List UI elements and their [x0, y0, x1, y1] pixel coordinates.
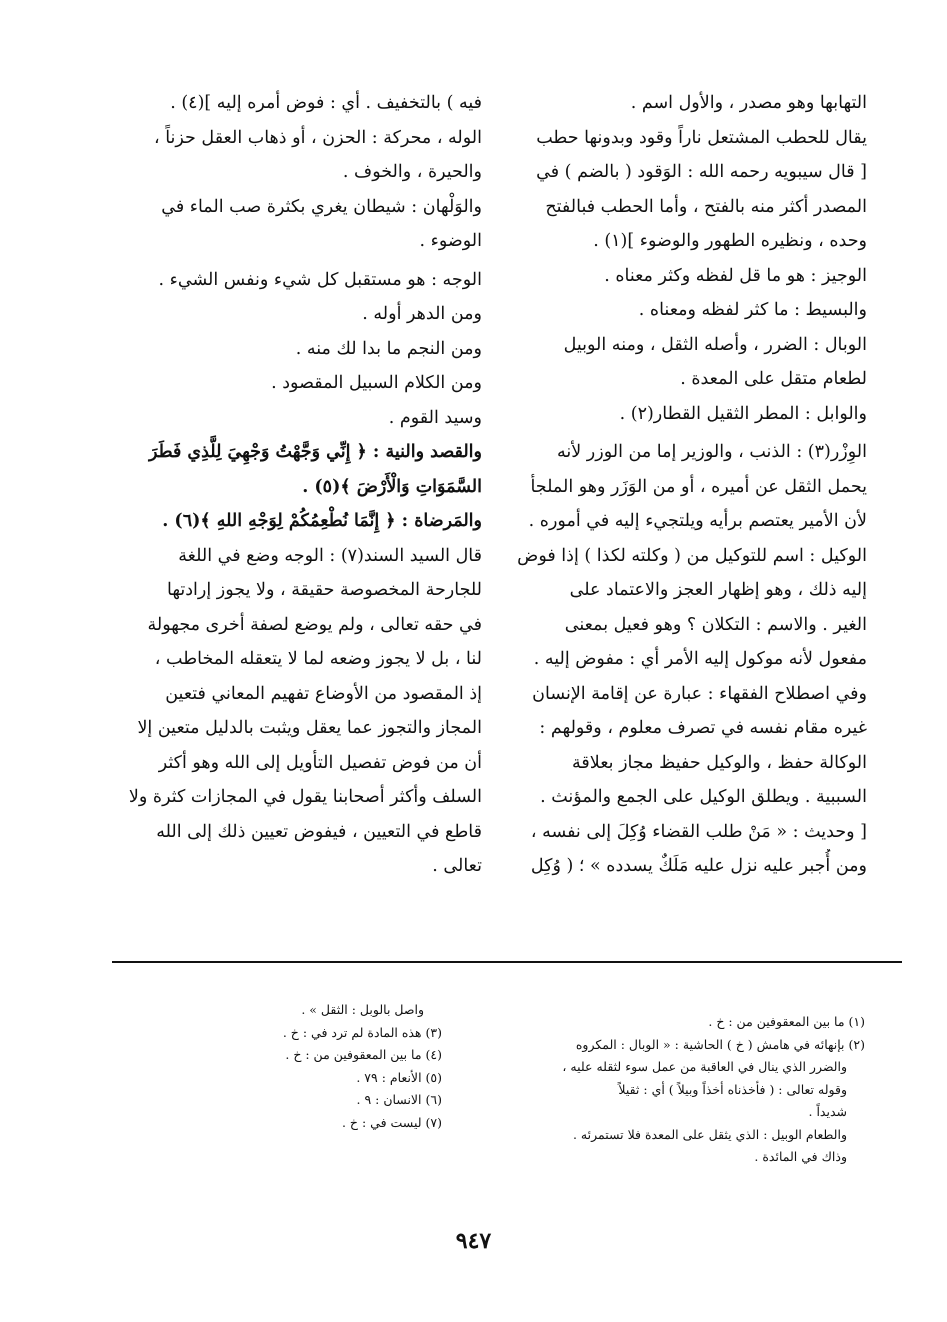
text-line: والوابل : المطر الثقيل القطار(٢) . [619, 403, 867, 424]
text-line: التهابها وهو مصدر ، والأول اسم . [630, 93, 867, 113]
text-line: يقال للحطب المشتعل ناراً وقود وبدونها حطب [536, 127, 867, 148]
right-text-column [477, 86, 867, 884]
text-line: المصدر أكثر منه بالفتح ، وأما الحطب فبالفتح [545, 196, 867, 217]
footnote-line: شديداً . [808, 1104, 847, 1119]
footnotes-left [182, 999, 442, 1134]
quran-verse-line: والمَرضاة : ﴿ إِنَّمَا نُطْعِمُكُمْ لِوَجْهِ اللهِ ﴾(٦) . [162, 511, 482, 531]
text-line: [ قال سيبويه رحمه الله : الوَقود ( بالضم ) في [536, 162, 867, 182]
text-line: الوضوء . [419, 231, 482, 251]
footnote-line: (١) ما بين المعقوفين من : خ . [708, 1014, 865, 1029]
text-line: فيه ) بالتخفيف . أي : فوض أمره إليه ](٤) . [170, 93, 482, 113]
text-line: في حقه تعالى ، ولم يوضع لصفة أخرى مجهولة [147, 614, 482, 635]
text-line: الوكيل : اسم للتوكيل من ( وكلته لكذا ) إذا فوض [517, 545, 867, 566]
footnote-line: والضرر الذي ينال في العاقبة من عمل سوء لثقله عليه ، [562, 1059, 847, 1074]
page-number: ٩٤٧ [455, 1228, 492, 1254]
text-line: الوجه : هو مستقبل كل شيء ونفس الشيء . [158, 269, 482, 290]
left-text-column [110, 86, 482, 884]
text-line: لأن الأمير يعتصم برأيه ويلتجيء إليه في أموره . [528, 511, 867, 531]
text-line: مفعول لأنه موكول إليه الأمر أي : مفوض إليه . [533, 649, 867, 669]
footnotes-right [460, 1011, 865, 1169]
text-line: إليه ذلك ، وهو إظهار العجز والاعتماد على [569, 580, 867, 600]
text-line: الوكالة حفظ ، والوكيل حفيظ مجاز بعلاقة [572, 752, 867, 773]
text-line: الوِزْر(٣) : الذنب ، والوزير إما من الوزر لأنه [557, 442, 867, 462]
quran-verse-line: السَّمَوَاتِ وَالْأَرْضَ ﴾(٥) . [302, 476, 482, 497]
text-line: وفي اصطلاح الفقهاء : عبارة عن إقامة الإنسان [532, 683, 867, 704]
quran-verse-line: والقصد والنية : ﴿ إِنِّي وَجَّهْتُ وَجْهِيَ لِلَّذِي فَطَرَ [148, 442, 482, 462]
footnote-separator [112, 961, 902, 963]
text-line: الغير . والاسم : التكلان ؟ وهو فعيل بمعنى [564, 614, 867, 635]
footnote-line: (٣) هذه المادة لم ترد في : خ . [282, 1024, 442, 1040]
text-line: تعالى . [432, 856, 482, 876]
text-line: غيره مقام نفسه في تصرف معلوم ، وقولهم : [539, 718, 867, 738]
text-line: ومن الدهر أوله . [362, 304, 482, 324]
text-line: للجارحة المخصوصة حقيقة ، ولا يجوز إرادتها [166, 580, 482, 600]
text-line: ومن أُجبر عليه نزل عليه مَلَكٌ يسدده » ؛ ( وُكِل [530, 856, 867, 876]
text-line: والحيرة ، والخوف . [342, 162, 482, 182]
text-line: لطعام متقل على المعدة . [680, 369, 867, 389]
text-line: قاطع في التعيين ، فيفوض تعيين ذلك إلى الله [156, 821, 482, 842]
text-line: والوَلْهان : شيطان يغري بكثرة صب الماء في [161, 196, 482, 217]
text-line: ومن النجم ما بدا لك منه . [295, 338, 482, 359]
text-line: أن من فوض تفصيل التأويل إلى الله وهو أكثر [158, 752, 482, 773]
text-line: وسيد القوم . [388, 407, 482, 428]
text-line: لنا ، بل لا يجوز وضعه لما لا يتعقله المخاطب ، [154, 649, 482, 669]
text-line: الوله ، محركة : الحزن ، أو ذهاب العقل حزناً ، [153, 127, 482, 148]
footnote-line: والطعام الوبيل : الذي يثقل على المعدة فلا تستمرئه . [572, 1126, 847, 1142]
footnote-line: وذاك في المائدة . [754, 1149, 847, 1164]
text-line: إذ المقصود من الأوضاع تفهيم المعاني فتعين [165, 683, 482, 704]
text-line: قال السيد السند(٧) : الوجه وضع في اللغة [178, 545, 482, 566]
text-line: الوجيز : هو ما قل لفظه وكثر معناه . [604, 265, 867, 286]
text-line: وحده ، ونظيره الطهور والوضوء ](١) . [593, 231, 867, 251]
text-line: [ وحديث : « مَنْ طلب القضاء وُكِلَ إلى نفسه ، [530, 821, 867, 842]
footnote-line: (٥) الأنعام : ٧٩ . [356, 1069, 442, 1085]
text-line: الوبال : الضرر ، وأصله الثقل ، ومنه الوبيل [563, 334, 867, 355]
text-line: السلف وأكثر أصحابنا يقول في المجازات كثرة ولا [128, 787, 482, 807]
text-line: المجاز والتجوز عما يعقل ويثبت بالدليل متعين إلا [137, 718, 482, 738]
footnote-line: (٧) ليست في : خ . [341, 1114, 442, 1130]
footnote-line: (٦) الانسان : ٩ . [356, 1092, 442, 1107]
footnote-line: (٢) بإنهائه في هامش ( خ ) الحاشية : « الوبال : المكروه [575, 1036, 865, 1052]
footnote-line: وقوله تعالى : ( فأخذناه أخذاً وبيلاً ) أي : ثقيلاً [618, 1081, 847, 1097]
footnote-line: (٤) ما بين المعقوفين من : خ . [285, 1047, 442, 1062]
text-line: والبسيط : ما كثر لفظه ومعناه . [638, 300, 867, 320]
text-line: ومن الكلام السبيل المقصود . [271, 373, 482, 393]
text-line: يحمل الثقل عن أميره ، أو من الوَزَر وهو الملجأ [530, 476, 867, 497]
text-line: السببية . ويطلق الوكيل على الجمع والمؤنث . [540, 787, 867, 807]
footnote-line: واصل بالوبل : الثقل » . [301, 1002, 424, 1017]
